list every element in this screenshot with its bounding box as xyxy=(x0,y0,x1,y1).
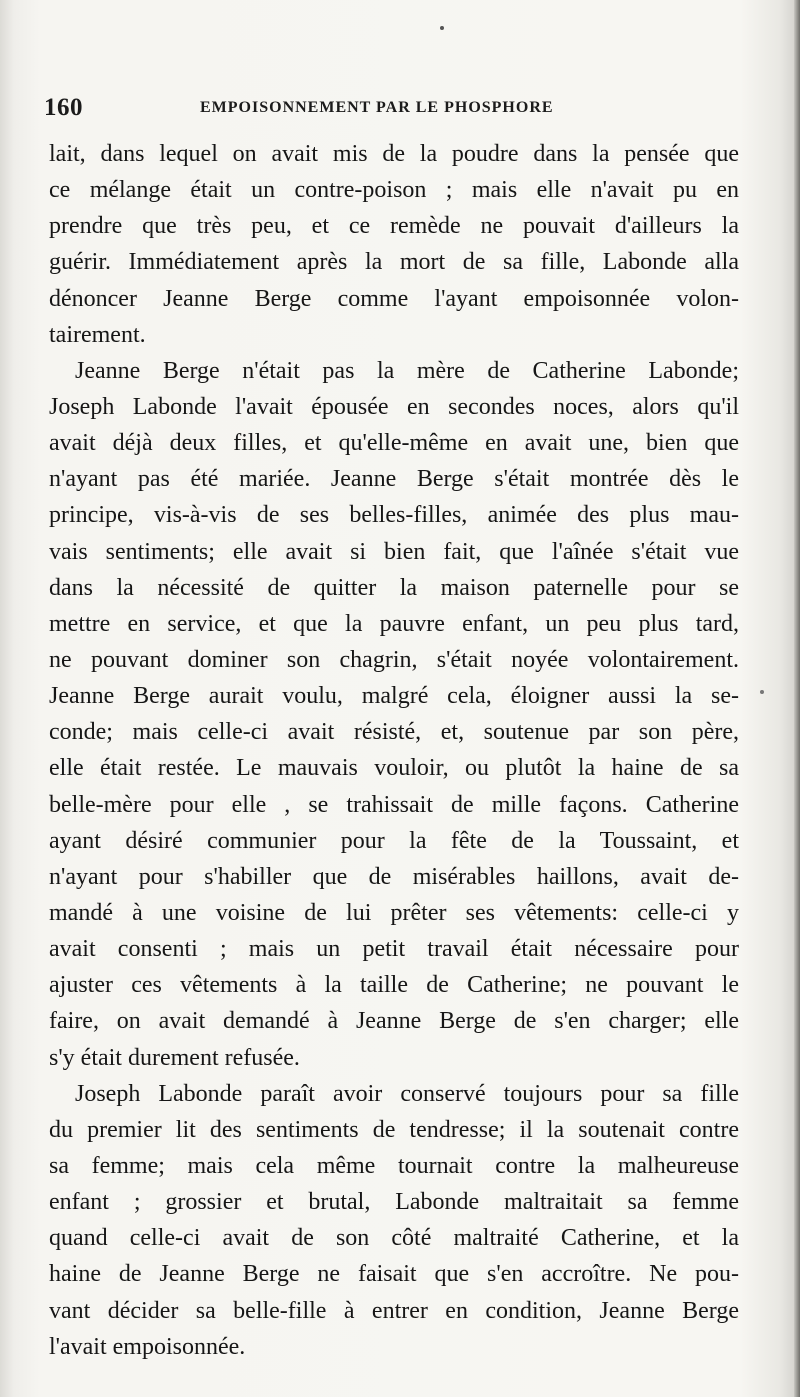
ink-speck xyxy=(440,26,444,30)
text-line: quand celle-ci avait de son côté maltraité Catherine, et la xyxy=(49,1225,739,1252)
text-line: faire, on avait demandé à Jeanne Berge de s'en charger; elle xyxy=(49,1008,739,1035)
text-line: avait déjà deux filles, et qu'elle-même en avait une, bien que xyxy=(49,430,739,457)
text-line: Jeanne Berge aurait voulu, malgré cela, éloigner aussi la se- xyxy=(49,683,739,710)
page-header xyxy=(44,94,744,128)
text-line: n'ayant pour s'habiller que de misérables haillons, avait de- xyxy=(49,863,739,890)
text-line: Joseph Labonde paraît avoir conservé toujours pour sa fille xyxy=(75,1080,739,1107)
text-line: dénoncer Jeanne Berge comme l'ayant empoisonnée volon- xyxy=(49,285,739,312)
text-line: Jeanne Berge n'était pas la mère de Catherine Labonde; xyxy=(75,357,739,384)
text-line: mandé à une voisine de lui prêter ses vêtements: celle-ci y xyxy=(49,899,739,926)
text-line: l'avait empoisonnée. xyxy=(49,1333,246,1360)
running-title: EMPOISONNEMENT PAR LE PHOSPHORE xyxy=(200,99,554,116)
text-line: ajuster ces vêtements à la taille de Catherine; ne pouvant le xyxy=(49,972,739,999)
page-edge-shadow xyxy=(794,0,800,1397)
text-line: haine de Jeanne Berge ne faisait que s'en accroître. Ne pou- xyxy=(49,1261,739,1288)
text-line: tairement. xyxy=(49,321,146,348)
text-line: elle était restée. Le mauvais vouloir, ou plutôt la haine de sa xyxy=(49,755,739,782)
text-line: du premier lit des sentiments de tendresse; il la soutenait contre xyxy=(49,1116,739,1143)
text-line: ce mélange était un contre-poison ; mais elle n'avait pu en xyxy=(49,177,739,204)
text-line: n'ayant pas été mariée. Jeanne Berge s'était montrée dès le xyxy=(49,466,739,493)
text-line: sa femme; mais cela même tournait contre la malheureuse xyxy=(49,1152,739,1179)
body-text xyxy=(49,136,739,1365)
text-line: prendre que très peu, et ce remède ne pouvait d'ailleurs la xyxy=(49,213,739,240)
text-line: lait, dans lequel on avait mis de la poudre dans la pensée que xyxy=(49,141,739,167)
text-line: ne pouvant dominer son chagrin, s'était noyée volontairement. xyxy=(49,646,739,673)
text-line: mettre en service, et que la pauvre enfant, un peu plus tard, xyxy=(49,610,739,637)
text-line: s'y était durement refusée. xyxy=(49,1044,300,1071)
text-line: belle-mère pour elle , se trahissait de mille façons. Catherine xyxy=(49,791,739,818)
text-line: principe, vis-à-vis de ses belles-filles, animée des plus mau- xyxy=(49,502,739,529)
text-line: Joseph Labonde l'avait épousée en secondes noces, alors qu'il xyxy=(49,393,739,420)
text-line: vant décider sa belle-fille à entrer en condition, Jeanne Berge xyxy=(49,1297,739,1324)
page-number: 160 xyxy=(44,94,83,121)
text-line: avait consenti ; mais un petit travail était nécessaire pour xyxy=(49,936,739,963)
text-line: guérir. Immédiatement après la mort de sa fille, Labonde alla xyxy=(49,249,739,276)
text-line: dans la nécessité de quitter la maison paternelle pour se xyxy=(49,574,739,601)
text-line: enfant ; grossier et brutal, Labonde maltraitait sa femme xyxy=(49,1189,739,1216)
text-line: conde; mais celle-ci avait résisté, et, soutenue par son père, xyxy=(49,719,739,746)
ink-speck xyxy=(760,690,764,694)
text-line: vais sentiments; elle avait si bien fait, que l'aînée s'était vue xyxy=(49,538,739,565)
text-line: ayant désiré communier pour la fête de la Toussaint, et xyxy=(49,827,739,854)
